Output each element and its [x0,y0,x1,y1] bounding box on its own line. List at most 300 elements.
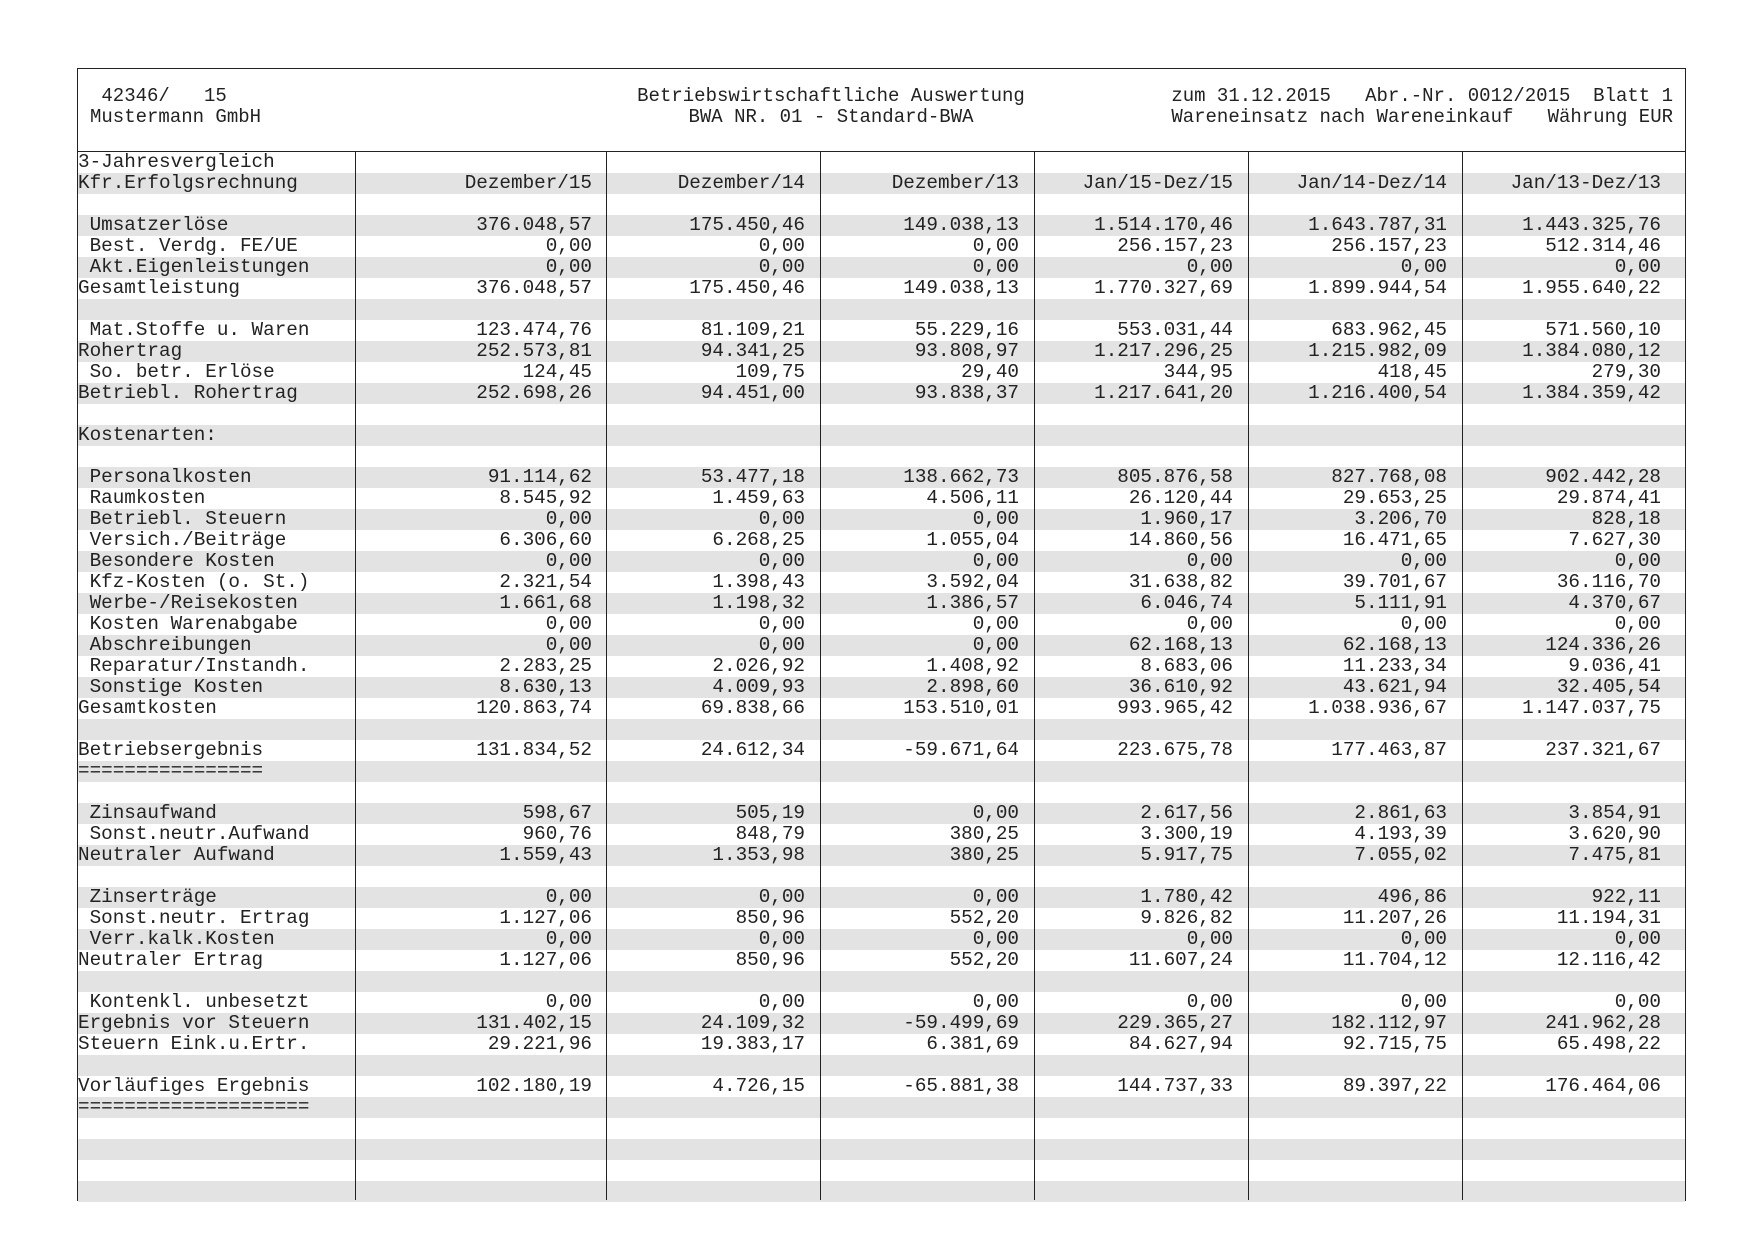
table-row [78,194,1685,215]
value-cell: 31.638,82 [1128,571,1233,593]
value-cell: 848,79 [735,823,805,845]
row-label: Kfr.Erfolgsrechnung [78,172,298,194]
table-row [78,677,1685,698]
value-cell: 7.475,81 [1568,844,1661,866]
value-cell: 1.955.640,22 [1522,277,1661,299]
value-cell: 144.737,33 [1117,1075,1233,1097]
value-cell: 92.715,75 [1342,1033,1447,1055]
value-cell: 0,00 [1400,928,1447,950]
value-cell: 0,00 [545,928,592,950]
value-cell: 598,67 [522,802,592,824]
value-cell: 29.874,41 [1556,487,1661,509]
value-cell: 1.384.359,42 [1522,382,1661,404]
row-label: Besondere Kosten [78,550,275,572]
value-cell: 0,00 [1400,256,1447,278]
value-cell: -59.499,69 [903,1012,1019,1034]
value-cell: 1.215.982,09 [1308,340,1447,362]
value-cell: 252.573,81 [476,340,592,362]
table-row [78,530,1685,551]
row-label: Werbe-/Reisekosten [78,592,298,614]
column-header: Dezember/13 [891,172,1019,194]
value-cell: 2.861,63 [1354,802,1447,824]
table-row [78,1181,1685,1202]
row-label: Gesamtkosten [78,697,217,719]
table-row [78,992,1685,1013]
value-cell: 4.009,93 [712,676,805,698]
value-cell: 24.612,34 [700,739,805,761]
column-divider [1248,152,1249,1200]
column-header: Dezember/14 [677,172,805,194]
table-row [78,341,1685,362]
value-cell: 0,00 [758,235,805,257]
table-row [78,740,1685,761]
value-cell: 29.221,96 [487,1033,592,1055]
table-row [78,845,1685,866]
value-cell: 175.450,46 [689,277,805,299]
table-row [78,950,1685,971]
value-cell: 8.545,92 [499,487,592,509]
table-row [78,761,1685,782]
value-cell: 1.559,43 [499,844,592,866]
value-cell: 553.031,44 [1117,319,1233,341]
value-cell: 36.610,92 [1128,676,1233,698]
row-label: Sonstige Kosten [78,676,264,698]
value-cell: 55.229,16 [914,319,1019,341]
value-cell: 62.168,13 [1342,634,1447,656]
value-cell: 9.036,41 [1568,655,1661,677]
value-cell: 0,00 [1614,613,1661,635]
value-cell: 1.055,04 [926,529,1019,551]
row-label: Vorläufiges Ergebnis [78,1075,310,1097]
value-cell: 1.459,63 [712,487,805,509]
bwa-report-frame [77,68,1686,1201]
value-cell: 3.300,19 [1140,823,1233,845]
value-cell: 94.341,25 [700,340,805,362]
value-cell: 16.471,65 [1342,529,1447,551]
column-header: Jan/13-Dez/13 [1510,172,1661,194]
value-cell: 177.463,87 [1331,739,1447,761]
value-cell: 24.109,32 [700,1012,805,1034]
value-cell: 850,96 [735,907,805,929]
table-row [78,572,1685,593]
value-cell: 1.147.037,75 [1522,697,1661,719]
value-cell: 6.381,69 [926,1033,1019,1055]
table-row [78,824,1685,845]
value-cell: 223.675,78 [1117,739,1233,761]
value-cell: 0,00 [545,256,592,278]
value-cell: 0,00 [972,550,1019,572]
table-row [78,614,1685,635]
value-cell: 993.965,42 [1117,697,1233,719]
row-label: Reparatur/Instandh. [78,655,310,677]
row-label: Betriebsergebnis [78,739,264,761]
row-label: Abschreibungen [78,634,252,656]
table-row [78,257,1685,278]
value-cell: 1.386,57 [926,592,1019,614]
value-cell: 1.127,06 [499,949,592,971]
company-name: Mustermann GmbH [90,106,262,128]
value-cell: 1.038.936,67 [1308,697,1447,719]
value-cell: 11.194,31 [1556,907,1661,929]
table-row [78,908,1685,929]
value-cell: 237.321,67 [1545,739,1661,761]
value-cell: 81.109,21 [700,319,805,341]
value-cell: 182.112,97 [1331,1012,1447,1034]
value-cell: 2.026,92 [712,655,805,677]
value-cell: 279,30 [1591,361,1661,383]
value-cell: -59.671,64 [903,739,1019,761]
value-cell: 0,00 [1186,550,1233,572]
value-cell: 9.826,82 [1140,907,1233,929]
value-cell: 94.451,00 [700,382,805,404]
column-divider [355,152,356,1200]
value-cell: 2.898,60 [926,676,1019,698]
value-cell: 241.962,28 [1545,1012,1661,1034]
value-cell: 1.514.170,46 [1094,214,1233,236]
value-cell: 2.283,25 [499,655,592,677]
table-row [78,1118,1685,1139]
value-cell: 1.217.296,25 [1094,340,1233,362]
table-row [78,929,1685,950]
report-title: Betriebswirtschaftliche Auswertung [637,85,1025,107]
value-cell: 0,00 [545,613,592,635]
row-label: Zinserträge [78,886,217,908]
row-label: ================ [78,760,264,782]
value-cell: 552,20 [949,907,1019,929]
value-cell: 1.661,68 [499,592,592,614]
row-label: Akt.Eigenleistungen [78,256,310,278]
value-cell: 1.770.327,69 [1094,277,1233,299]
value-cell: 1.398,43 [712,571,805,593]
value-cell: 0,00 [972,613,1019,635]
value-cell: 39.701,67 [1342,571,1447,593]
column-header: Jan/15-Dez/15 [1082,172,1233,194]
value-cell: 256.157,23 [1117,235,1233,257]
value-cell: 380,25 [949,823,1019,845]
value-cell: 0,00 [758,928,805,950]
value-cell: 176.464,06 [1545,1075,1661,1097]
value-cell: 418,45 [1377,361,1447,383]
value-cell: 102.180,19 [476,1075,592,1097]
row-label: Kosten Warenabgabe [78,613,298,635]
table-row [78,698,1685,719]
value-cell: 496,86 [1377,886,1447,908]
value-cell: 0,00 [545,508,592,530]
value-cell: 131.402,15 [476,1012,592,1034]
table-row [78,488,1685,509]
value-cell: 1.408,92 [926,655,1019,677]
report-subtitle: BWA NR. 01 - Standard-BWA [688,106,974,128]
row-label: Betriebl. Steuern [78,508,287,530]
value-cell: 256.157,23 [1331,235,1447,257]
value-cell: 120.863,74 [476,697,592,719]
row-label: Betriebl. Rohertrag [78,382,298,404]
table-row [78,383,1685,404]
value-cell: 3.592,04 [926,571,1019,593]
value-cell: 43.621,94 [1342,676,1447,698]
table-row [78,446,1685,467]
value-cell: 552,20 [949,949,1019,971]
row-label: 3-Jahresvergleich [78,151,275,173]
value-cell: 26.120,44 [1128,487,1233,509]
value-cell: 0,00 [758,256,805,278]
value-cell: 7.055,02 [1354,844,1447,866]
value-cell: 902.442,28 [1545,466,1661,488]
value-cell: 69.838,66 [700,697,805,719]
table-row [78,719,1685,740]
value-cell: 4.726,15 [712,1075,805,1097]
value-cell: 4.193,39 [1354,823,1447,845]
value-cell: 960,76 [522,823,592,845]
table-row [78,467,1685,488]
value-cell: 229.365,27 [1117,1012,1233,1034]
value-cell: 1.127,06 [499,907,592,929]
value-cell: 12.116,42 [1556,949,1661,971]
value-cell: 0,00 [758,550,805,572]
value-cell: 0,00 [972,235,1019,257]
value-cell: 32.405,54 [1556,676,1661,698]
row-label: Personalkosten [78,466,252,488]
value-cell: 11.207,26 [1342,907,1447,929]
value-cell: 0,00 [1614,928,1661,950]
row-label: Sonst.neutr.Aufwand [78,823,310,845]
value-cell: 11.607,24 [1128,949,1233,971]
value-cell: 0,00 [545,991,592,1013]
value-cell: 571.560,10 [1545,319,1661,341]
column-divider [606,152,607,1200]
table-row [78,971,1685,992]
table-row [78,866,1685,887]
value-cell: 922,11 [1591,886,1661,908]
value-cell: 0,00 [758,886,805,908]
value-cell: 131.834,52 [476,739,592,761]
value-cell: 153.510,01 [903,697,1019,719]
value-cell: 93.808,97 [914,340,1019,362]
value-cell: 4.370,67 [1568,592,1661,614]
table-row [78,152,1685,173]
value-cell: 1.198,32 [712,592,805,614]
value-cell: 0,00 [972,802,1019,824]
table-row [78,278,1685,299]
row-label: Kfz-Kosten (o. St.) [78,571,310,593]
value-cell: 62.168,13 [1128,634,1233,656]
value-cell: 149.038,13 [903,214,1019,236]
value-cell: 124,45 [522,361,592,383]
value-cell: 505,19 [735,802,805,824]
value-cell: 6.268,25 [712,529,805,551]
value-cell: 344,95 [1163,361,1233,383]
value-cell: 123.474,76 [476,319,592,341]
value-cell: 0,00 [545,634,592,656]
report-date-info: zum 31.12.2015 Abr.-Nr. 0012/2015 Blatt 1 [1171,85,1673,107]
value-cell: 6.306,60 [499,529,592,551]
value-cell: 512.314,46 [1545,235,1661,257]
value-cell: 149.038,13 [903,277,1019,299]
value-cell: 14.860,56 [1128,529,1233,551]
value-cell: 36.116,70 [1556,571,1661,593]
row-label: Rohertrag [78,340,183,362]
column-divider [1034,152,1035,1200]
table-row [78,320,1685,341]
bwa-table [78,152,1685,1202]
value-cell: 0,00 [972,928,1019,950]
value-cell: 0,00 [1614,256,1661,278]
value-cell: 683.962,45 [1331,319,1447,341]
report-header [78,69,1685,152]
value-cell: 0,00 [1400,550,1447,572]
value-cell: 376.048,57 [476,277,592,299]
value-cell: 376.048,57 [476,214,592,236]
row-label: Versich./Beiträge [78,529,287,551]
row-label: Mat.Stoffe u. Waren [78,319,310,341]
value-cell: 0,00 [758,508,805,530]
report-method-info: Wareneinsatz nach Wareneinkauf Währung EUR [1171,106,1673,128]
value-cell: 0,00 [758,613,805,635]
value-cell: 29,40 [961,361,1019,383]
value-cell: 0,00 [972,886,1019,908]
value-cell: 252.698,26 [476,382,592,404]
value-cell: 8.630,13 [499,676,592,698]
value-cell: 1.217.641,20 [1094,382,1233,404]
value-cell: 0,00 [1186,991,1233,1013]
table-row [78,1097,1685,1118]
value-cell: 0,00 [545,550,592,572]
value-cell: 0,00 [1614,550,1661,572]
value-cell: 1.899.944,54 [1308,277,1447,299]
row-label: Sonst.neutr. Ertrag [78,907,310,929]
value-cell: 1.443.325,76 [1522,214,1661,236]
row-label: Raumkosten [78,487,206,509]
value-cell: 827.768,08 [1331,466,1447,488]
row-label: Best. Verdg. FE/UE [78,235,298,257]
table-row [78,1139,1685,1160]
table-row [78,803,1685,824]
value-cell: 109,75 [735,361,805,383]
value-cell: 0,00 [545,886,592,908]
table-row [78,1055,1685,1076]
value-cell: 1.216.400,54 [1308,382,1447,404]
table-row [78,362,1685,383]
value-cell: 0,00 [758,991,805,1013]
table-row [78,1013,1685,1034]
table-row [78,635,1685,656]
value-cell: 6.046,74 [1140,592,1233,614]
table-row [78,404,1685,425]
column-header: Jan/14-Dez/14 [1296,172,1447,194]
value-cell: 1.643.787,31 [1308,214,1447,236]
value-cell: 0,00 [972,256,1019,278]
value-cell: 124.336,26 [1545,634,1661,656]
value-cell: 0,00 [1400,613,1447,635]
table-row [78,1160,1685,1181]
row-label: Zinsaufwand [78,802,217,824]
value-cell: 828,18 [1591,508,1661,530]
row-label: Verr.kalk.Kosten [78,928,275,950]
value-cell: 850,96 [735,949,805,971]
row-label: Neutraler Aufwand [78,844,275,866]
value-cell: 93.838,37 [914,382,1019,404]
value-cell: 11.233,34 [1342,655,1447,677]
value-cell: 89.397,22 [1342,1075,1447,1097]
column-header: Dezember/15 [464,172,592,194]
value-cell: 65.498,22 [1556,1033,1661,1055]
client-number: 42346/ 15 [90,85,227,107]
value-cell: 1.353,98 [712,844,805,866]
value-cell: 7.627,30 [1568,529,1661,551]
value-cell: 0,00 [972,991,1019,1013]
row-label: Steuern Eink.u.Ertr. [78,1033,310,1055]
row-label: Gesamtleistung [78,277,240,299]
value-cell: 0,00 [1186,613,1233,635]
value-cell: 0,00 [1614,991,1661,1013]
table-row [78,1034,1685,1055]
table-row [78,593,1685,614]
value-cell: 3.206,70 [1354,508,1447,530]
value-cell: 175.450,46 [689,214,805,236]
table-row [78,173,1685,194]
value-cell: 4.506,11 [926,487,1019,509]
value-cell: 5.111,91 [1354,592,1447,614]
value-cell: 11.704,12 [1342,949,1447,971]
value-cell: 0,00 [972,508,1019,530]
value-cell: 91.114,62 [487,466,592,488]
table-row [78,509,1685,530]
value-cell: 53.477,18 [700,466,805,488]
column-divider [820,152,821,1200]
value-cell: 1.780,42 [1140,886,1233,908]
table-row [78,1076,1685,1097]
value-cell: 0,00 [1186,928,1233,950]
value-cell: 2.321,54 [499,571,592,593]
table-row [78,887,1685,908]
value-cell: 0,00 [1400,991,1447,1013]
row-label: ==================== [78,1096,310,1118]
table-row [78,215,1685,236]
value-cell: 380,25 [949,844,1019,866]
row-label: Umsatzerlöse [78,214,229,236]
value-cell: 3.854,91 [1568,802,1661,824]
value-cell: 1.384.080,12 [1522,340,1661,362]
value-cell: 0,00 [972,634,1019,656]
row-label: Kontenkl. unbesetzt [78,991,310,1013]
value-cell: 0,00 [758,634,805,656]
table-row [78,425,1685,446]
value-cell: 0,00 [1186,256,1233,278]
value-cell: 1.960,17 [1140,508,1233,530]
value-cell: 3.620,90 [1568,823,1661,845]
value-cell: 805.876,58 [1117,466,1233,488]
row-label: Ergebnis vor Steuern [78,1012,310,1034]
row-label: Neutraler Ertrag [78,949,264,971]
value-cell: 8.683,06 [1140,655,1233,677]
table-row [78,551,1685,572]
table-row [78,656,1685,677]
table-row [78,782,1685,803]
table-row [78,299,1685,320]
value-cell: 29.653,25 [1342,487,1447,509]
value-cell: 5.917,75 [1140,844,1233,866]
row-label: So. betr. Erlöse [78,361,275,383]
value-cell: 0,00 [545,235,592,257]
column-divider [1462,152,1463,1200]
value-cell: 2.617,56 [1140,802,1233,824]
value-cell: 84.627,94 [1128,1033,1233,1055]
value-cell: -65.881,38 [903,1075,1019,1097]
value-cell: 19.383,17 [700,1033,805,1055]
row-label: Kostenarten: [78,424,217,446]
value-cell: 138.662,73 [903,466,1019,488]
table-row [78,236,1685,257]
